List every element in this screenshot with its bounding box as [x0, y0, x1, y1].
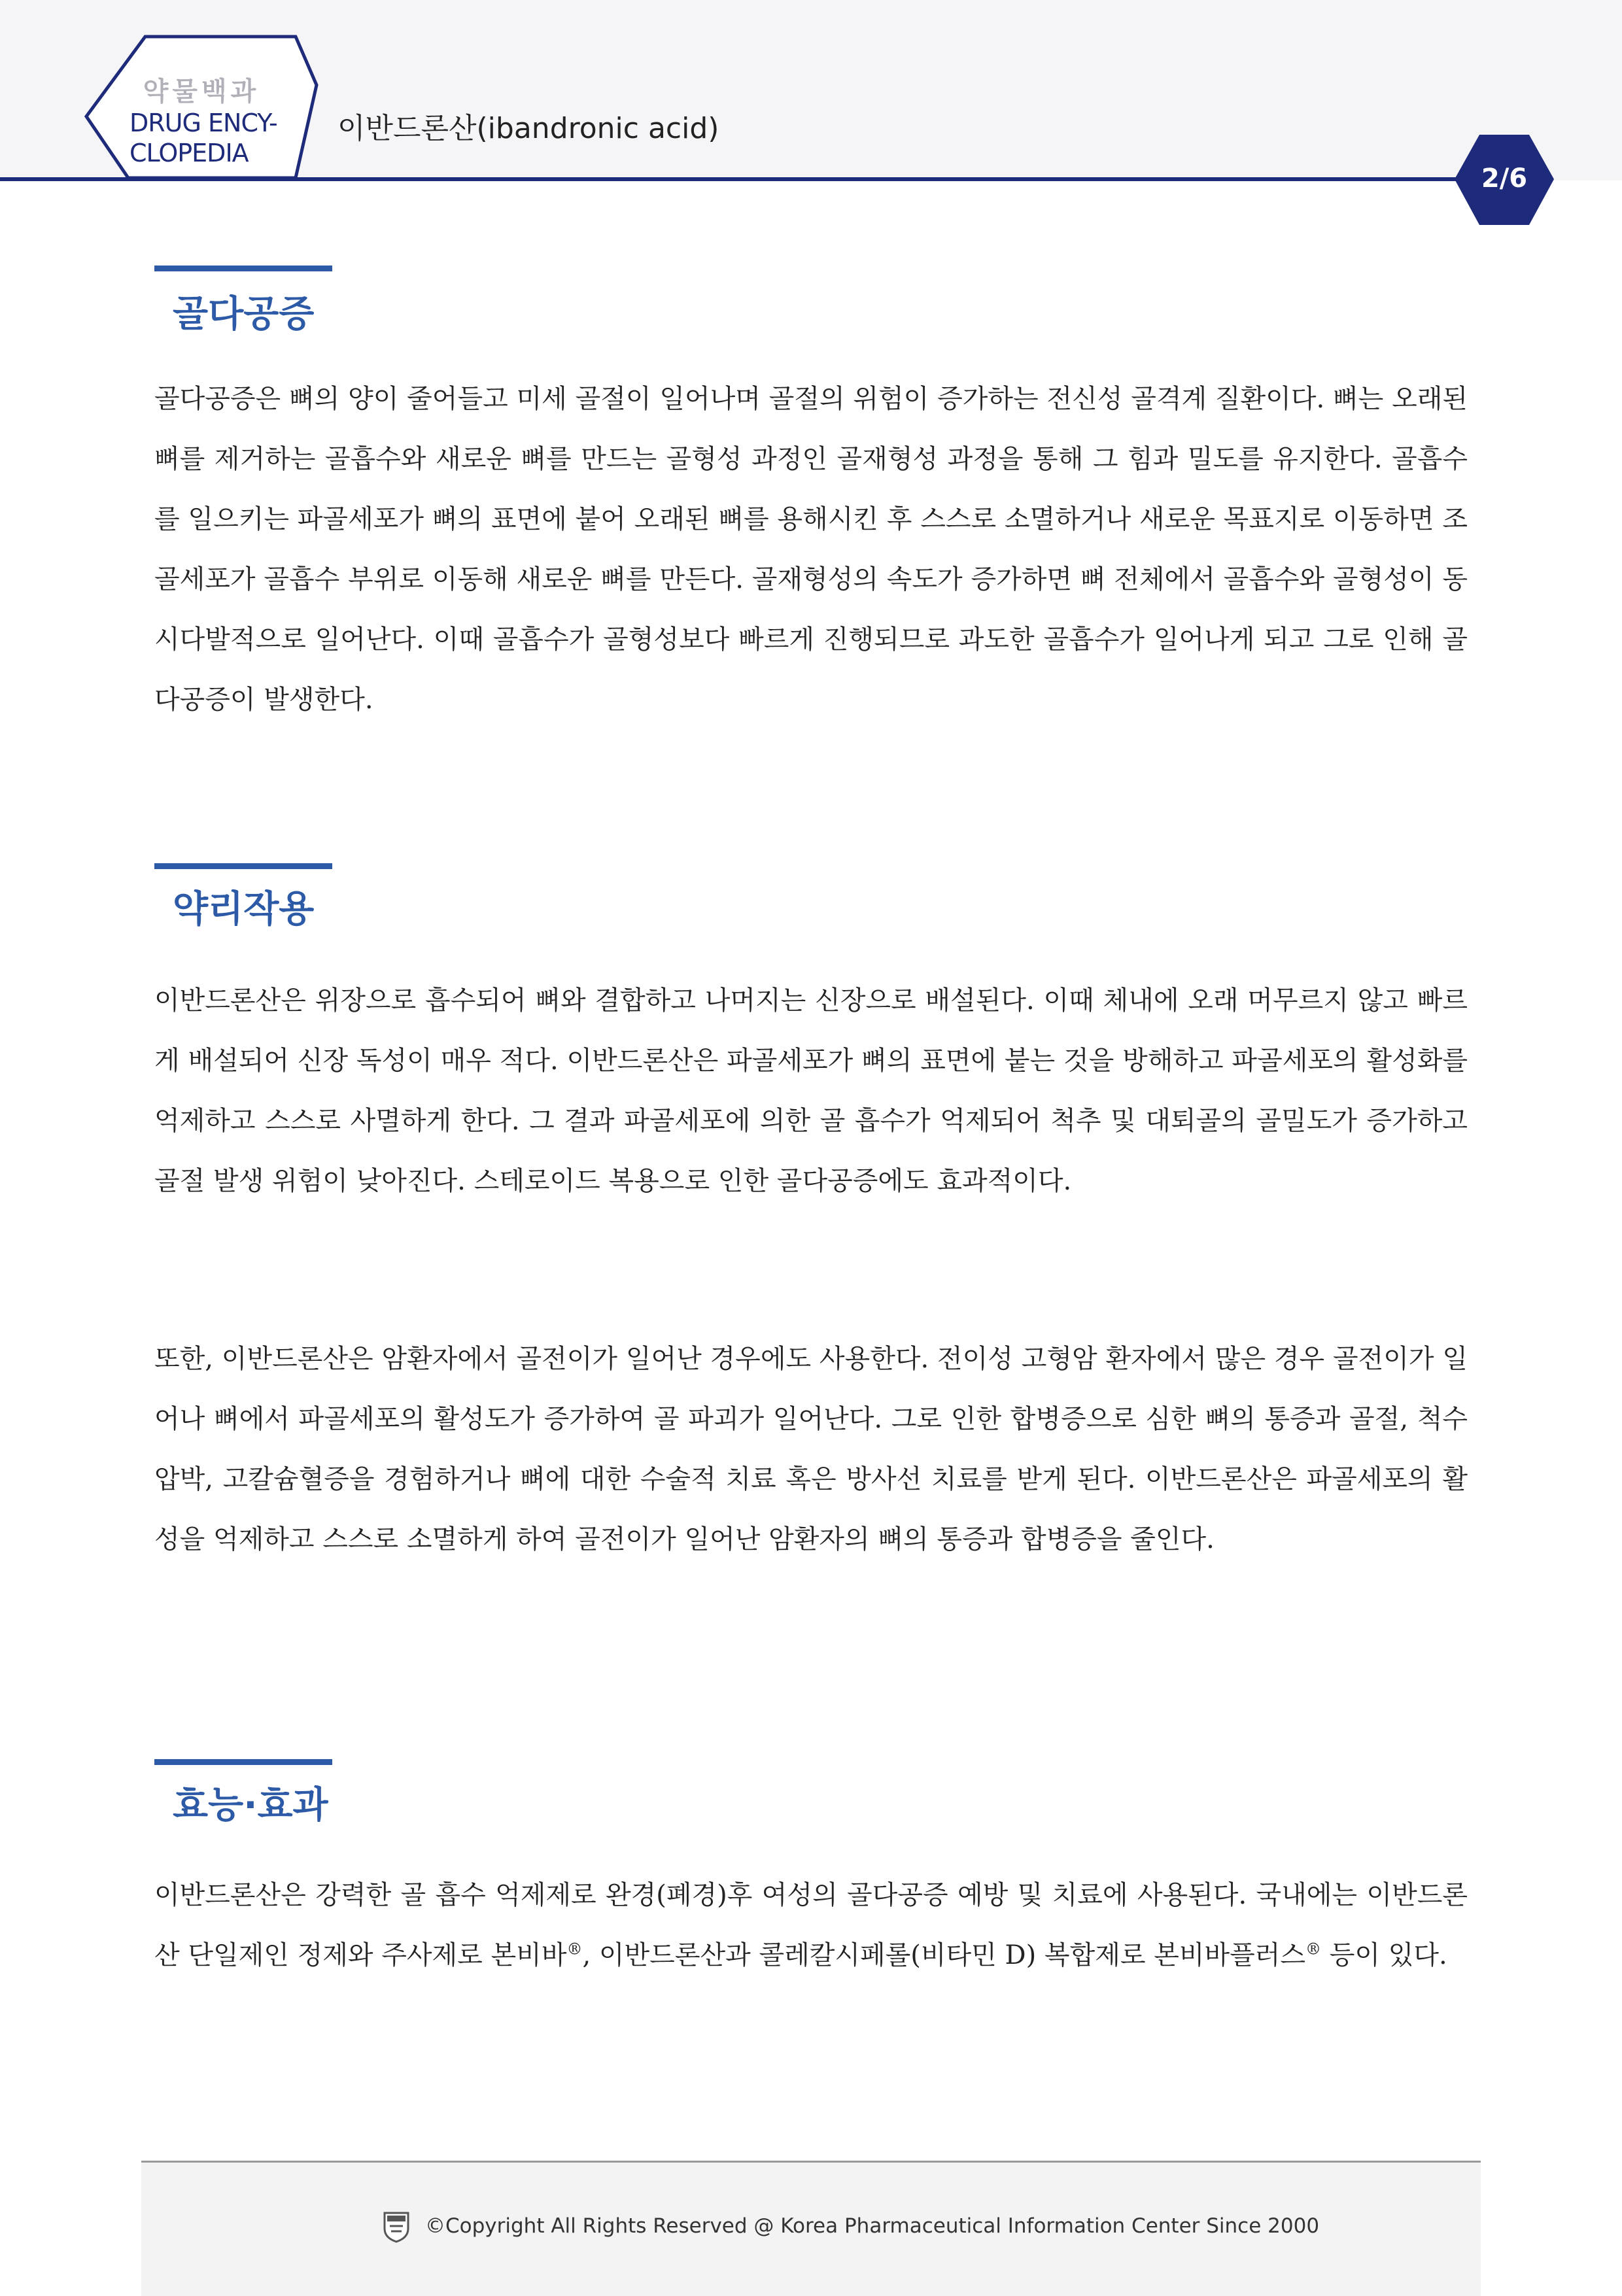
section-title-osteoporosis: 골다공증 — [173, 293, 315, 335]
section-title-pharmacology: 약리작용 — [173, 888, 315, 931]
section-paragraph: 또한, 이반드론산은 암환자에서 골전이가 일어난 경우에도 사용한다. 전이성 고형암 환자에서 많은 경우 골전이가 일어나 뼈에서 파골세포의 활성도가 증가하여 골 파괴가 일어난다. 그로 인한 합병증으로 심한 뼈의 통증과 골절, 척수 압박, 고칼슘혈증을 경험하거나 뼈에 대한 수술적 치료 혹은 방사선 치료를 받게 된다. 이반드론산은 파골세포의 활성을 억제하고 스스로 소멸하게 하여 골전이가 일어난 암환자의 뼈의 통증과 합병증을 줄인다. — [154, 1344, 1468, 1554]
logo-english-line-1: DRUG ENCY- — [129, 109, 277, 137]
kpic-shield-icon — [382, 2210, 411, 2243]
section-paragraph: 이반드론산은 위장으로 흡수되어 뼈와 결합하고 나머지는 신장으로 배설된다. 이때 체내에 오래 머무르지 않고 빠르게 배설되어 신장 독성이 매우 적다. 이반드론산은 파골세포가 뼈의 표면에 붙는 것을 방해하고 파골세포의 활성화를 억제하고 스스로 사멸하게 한다. 그 결과 파골세포에 의한 골 흡수가 억제되어 척추 및 대퇴골의 골밀도가 증가하고 골절 발생 위험이 낮아진다. 스테로이드 복용으로 인한 골다공증에도 효과적이다. — [154, 985, 1468, 1196]
efficacy-text-part-2: , 이반드론산과 콜레칼시페롤(비타민 D) 복합제로 본비바플러스 — [582, 1940, 1306, 1970]
copyright-text: ©Copyright All Rights Reserved @ Korea Pharmaceutical Information Center Since 2000 — [425, 2214, 1320, 2238]
logo-korean: 약물백과 — [143, 77, 260, 107]
page-indicator: 2/6 — [1481, 163, 1528, 194]
section-accent-bar — [154, 266, 332, 271]
efficacy-text-part-1: 이반드론산은 강력한 골 흡수 억제제로 완경(폐경)후 여성의 골다공증 예방 및 치료에 사용된다. 국내에는 이반드론산 단일제인 정제와 주사제로 본비바 — [154, 1880, 1468, 1970]
logo-english-line-2: CLOPEDIA — [129, 139, 249, 167]
section-title-efficacy: 효능·효과 — [173, 1784, 328, 1826]
section-paragraph: 골다공증은 뼈의 양이 줄어들고 미세 골절이 일어나며 골절의 위험이 증가하는 전신성 골격계 질환이다. 뼈는 오래된 뼈를 제거하는 골흡수와 새로운 뼈를 만드는 골형성 과정인 골재형성 과정을 통해 그 힘과 밀도를 유지한다. 골흡수를 일으키는 파골세포가 뼈의 표면에 붙어 오래된 뼈를 용해시킨 후 스스로 소멸하거나 새로운 목표지로 이동하면 조골세포가 골흡수 부위로 이동해 새로운 뼈를 만든다. 골재형성의 속도가 증가하면 뼈 전체에서 골흡수와 골형성이 동시다발적으로 일어난다. 이때 골흡수가 골형성보다 빠르게 진행되므로 과도한 골흡수가 일어나게 되고 그로 인해 골다공증이 발생한다. — [154, 384, 1468, 715]
efficacy-text-part-3: 등이 있다. — [1321, 1940, 1447, 1970]
logo-english — [129, 108, 286, 168]
registered-mark: ® — [566, 1940, 583, 1959]
drug-title: 이반드론산(ibandronic acid) — [337, 112, 719, 145]
section-accent-bar — [154, 1759, 332, 1765]
section-paragraph — [154, 1865, 1468, 1985]
registered-mark: ® — [1305, 1940, 1322, 1959]
section-accent-bar — [154, 863, 332, 869]
